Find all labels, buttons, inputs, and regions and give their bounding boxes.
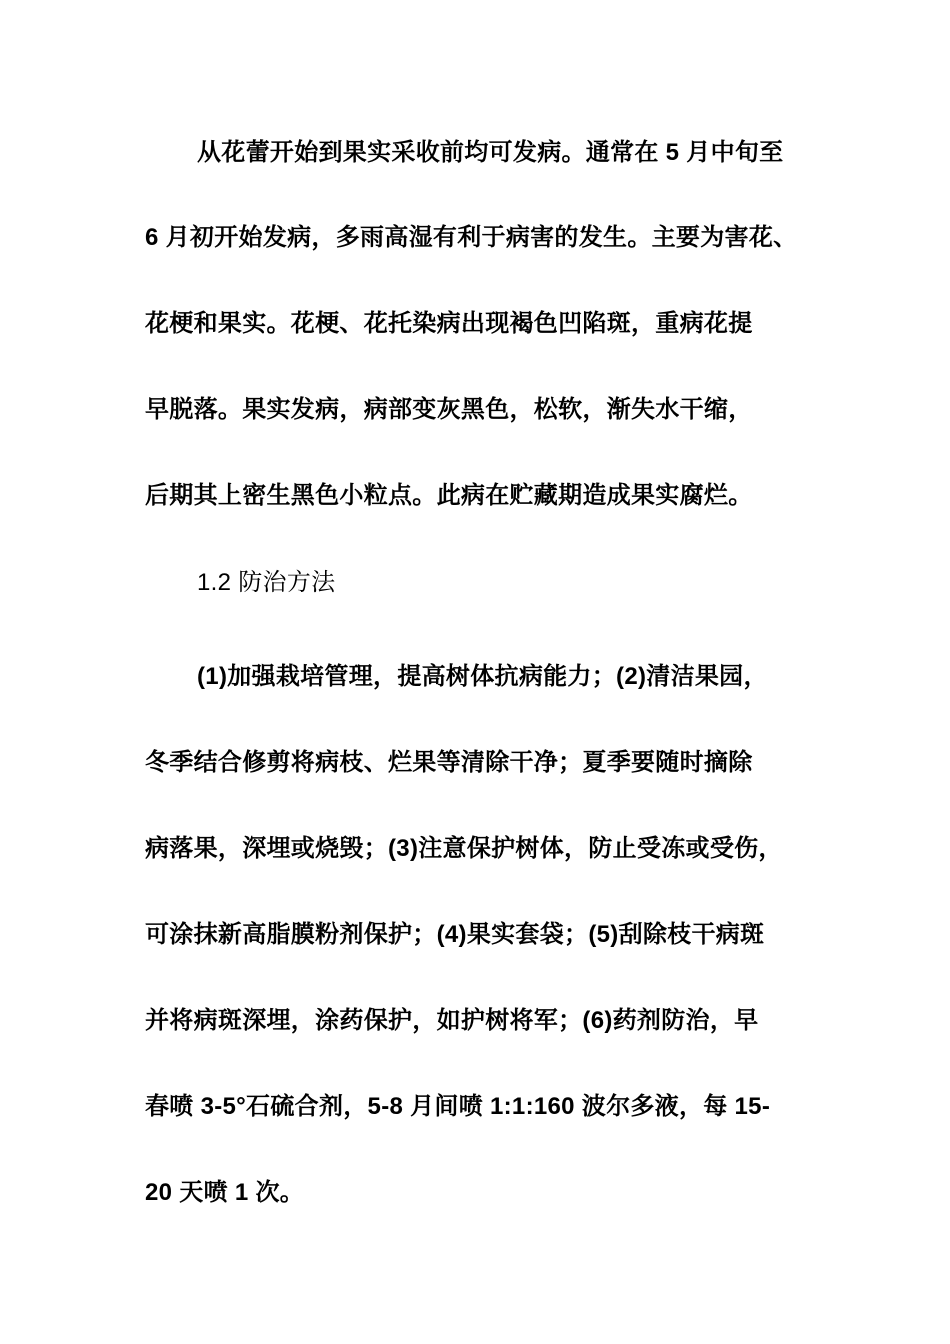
text-line: 从花蕾开始到果实采收前均可发病。通常在 5 月中旬至 [197,139,784,166]
text-line: 并将病斑深埋，涂药保护，如护树将军；(6)药剂防治，早 [145,1007,759,1034]
text-line: 花梗和果实。花梗、花托染病出现褐色凹陷斑，重病花提 [145,310,753,337]
text-line: 6 月初开始发病，多雨高湿有利于病害的发生。主要为害花、 [145,224,798,251]
text-line: 冬季结合修剪将病枝、烂果等清除干净；夏季要随时摘除 [145,749,753,776]
text-line: 春喷 3-5°石硫合剂，5-8 月间喷 1:1:160 波尔多液，每 15- [145,1093,771,1120]
text-line: 后期其上密生黑色小粒点。此病在贮藏期造成果实腐烂。 [145,482,753,509]
text-line: (1)加强栽培管理，提高树体抗病能力；(2)清洁果园， [197,663,768,690]
text-line: 病落果，深埋或烧毁；(3)注意保护树体，防止受冻或受伤， [145,835,783,862]
text-line: 早脱落。果实发病，病部变灰黑色，松软，渐失水干缩， [145,396,753,423]
text-line: 20 天喷 1 次。 [145,1179,305,1206]
section-heading: 1.2 防治方法 [197,569,336,596]
text-line: 可涂抹新高脂膜粉剂保护；(4)果实套袋；(5)刮除枝干病斑 [145,921,765,948]
